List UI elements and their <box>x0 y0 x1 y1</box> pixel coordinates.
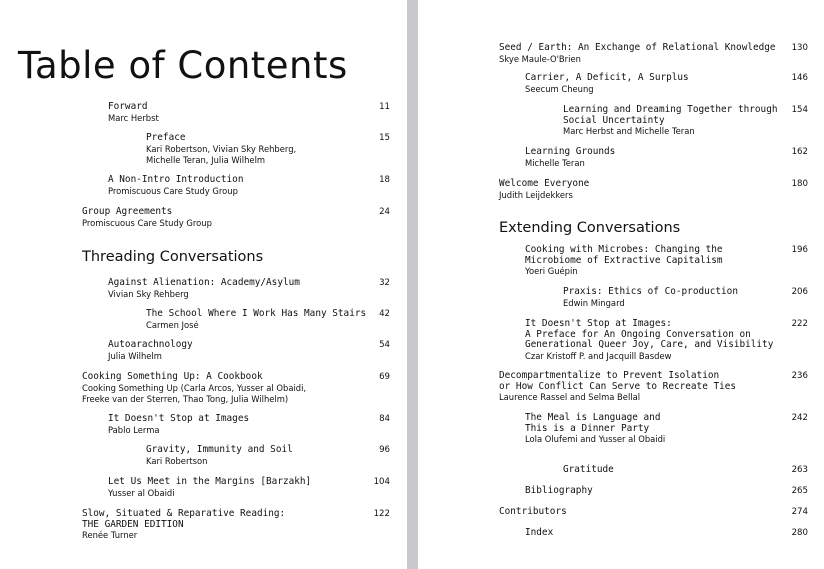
page-number: 196 <box>791 245 808 255</box>
toc-entry <box>499 43 776 65</box>
page-number: 84 <box>379 414 390 424</box>
toc-entry <box>108 175 243 197</box>
page-number: 263 <box>791 465 808 475</box>
page-number: 236 <box>791 371 808 381</box>
entry-authors: Promiscuous Care Study Group <box>108 185 238 196</box>
page-title: Table of Contents <box>18 44 348 87</box>
entry-authors: Julia Wilhelm <box>108 350 162 361</box>
entry-title: Welcome Everyone <box>499 178 590 189</box>
page-number: 54 <box>379 340 390 350</box>
entry-authors: Vivian Sky Rehberg <box>108 288 189 299</box>
toc-entry <box>525 73 689 95</box>
entry-title: Cooking with Microbes: Changing the <box>525 244 723 255</box>
entry-title: Decompartmentalize to Prevent Isolation <box>499 370 720 381</box>
entry-subtitle: Generational Queer Joy, Care, and Visibility <box>525 339 774 350</box>
page-number: 242 <box>791 413 808 423</box>
entry-title: Against Alienation: Academy/Asylum <box>108 277 300 288</box>
page-number: 32 <box>379 278 390 288</box>
entry-title: Forward <box>108 101 148 112</box>
toc-entry <box>108 102 159 124</box>
entry-subtitle: Social Uncertainty <box>563 114 665 126</box>
entry-title: It Doesn't Stop at Images <box>108 413 250 424</box>
entry-subtitle: This is a Dinner Party <box>525 422 650 434</box>
entry-authors: Edwin Mingard <box>563 297 625 308</box>
entry-authors: Lola Olufemi and Yusser al Obaidi <box>525 434 666 444</box>
toc-entry <box>82 372 306 405</box>
entry-authors: Skye Maule-O'Brien <box>499 53 581 64</box>
section-heading-extending: Extending Conversations <box>499 220 681 236</box>
page-number: 104 <box>373 477 390 487</box>
page-number: 146 <box>791 73 808 83</box>
entry-authors: Yoeri Guépin <box>525 266 578 276</box>
entry-subtitle: THE GARDEN EDITION <box>82 518 184 530</box>
toc-entry <box>146 445 293 467</box>
entry-title: It Doesn't Stop at Images: <box>525 318 672 329</box>
toc-entry <box>146 133 296 166</box>
entry-authors: Freeke van der Sterren, Thao Tong, Julia Wilhelm) <box>82 393 289 404</box>
toc-entry <box>499 371 736 403</box>
entry-authors: Promiscuous Care Study Group <box>82 217 212 228</box>
page-number: 162 <box>791 147 808 157</box>
entry-authors: Marc Herbst and Michelle Teran <box>563 126 695 136</box>
page-number: 15 <box>379 133 390 143</box>
page-number: 69 <box>379 372 390 382</box>
entry-subtitle: Microbiome of Extractive Capitalism <box>525 254 723 266</box>
entry-authors: Carmen José <box>146 319 199 330</box>
entry-title: Gravity, Immunity and Soil <box>146 444 293 455</box>
toc-entry <box>499 507 567 518</box>
entry-title: The School Where I Work Has Many Stairs <box>146 308 367 319</box>
page-number: 24 <box>379 207 390 217</box>
page-number: 154 <box>791 105 808 115</box>
entry-title: Seed / Earth: An Exchange of Relational Knowledge <box>499 42 776 53</box>
entry-authors: Judith Leijdekkers <box>499 189 573 200</box>
page-number: 130 <box>791 43 808 53</box>
entry-title: Group Agreements <box>82 206 173 217</box>
toc-entry <box>563 105 777 137</box>
section-heading-threading: Threading Conversations <box>82 249 264 265</box>
entry-authors: Laurence Rassel and Selma Bellal <box>499 392 641 402</box>
page-number: 274 <box>791 507 808 517</box>
entry-title: Cooking Something Up: A Cookbook <box>82 371 263 382</box>
toc-entry <box>563 465 614 476</box>
entry-title: Gratitude <box>563 464 614 475</box>
page-number: 18 <box>379 175 390 185</box>
entry-authors: Czar Kristoff P. and Jacquill Basdew <box>525 350 672 361</box>
entry-title: Learning Grounds <box>525 146 616 157</box>
entry-title: Praxis: Ethics of Co-production <box>563 286 738 297</box>
entry-title: Autoarachnology <box>108 339 193 350</box>
entry-title: The Meal is Language and <box>525 412 661 423</box>
left-page <box>0 0 407 569</box>
entry-authors: Seecum Cheung <box>525 83 594 94</box>
entry-authors: Kari Robertson, Vivian Sky Rehberg, <box>146 143 297 154</box>
entry-title: Carrier, A Deficit, A Surplus <box>525 72 689 83</box>
entry-title: Index <box>525 527 554 538</box>
toc-entry <box>563 287 738 309</box>
page-number: 265 <box>791 486 808 496</box>
entry-authors: Michelle Teran, Julia Wilhelm <box>146 154 266 165</box>
page-number: 42 <box>379 309 390 319</box>
toc-entry <box>525 245 723 277</box>
entry-authors: Renée Turner <box>82 530 138 540</box>
entry-authors: Yusser al Obaidi <box>108 487 175 498</box>
toc-entry <box>146 309 366 331</box>
entry-authors: Cooking Something Up (Carla Arcos, Yusser al Obaidi, <box>82 382 307 393</box>
entry-authors: Pablo Lerma <box>108 424 160 435</box>
entry-subtitle: A Preface for An Ongoing Conversation on <box>525 328 751 340</box>
toc-entry <box>108 278 300 300</box>
page-number: 11 <box>379 102 390 112</box>
entry-title: Let Us Meet in the Margins [Barzakh] <box>108 476 312 487</box>
page-number: 206 <box>791 287 808 297</box>
entry-title: Contributors <box>499 506 567 517</box>
entry-title: A Non-Intro Introduction <box>108 174 244 185</box>
toc-entry <box>525 319 773 362</box>
toc-entry <box>525 413 665 445</box>
entry-title: Learning and Dreaming Together through <box>563 104 778 115</box>
entry-authors: Kari Robertson <box>146 455 208 466</box>
right-page <box>418 0 824 569</box>
page-number: 222 <box>791 319 808 329</box>
toc-entry <box>525 486 593 497</box>
entry-title: Bibliography <box>525 485 593 496</box>
toc-entry <box>108 340 193 362</box>
entry-title: Preface <box>146 132 186 143</box>
entry-authors: Marc Herbst <box>108 112 159 123</box>
page-number: 122 <box>373 509 390 519</box>
toc-entry <box>108 414 249 436</box>
toc-entry <box>82 207 212 229</box>
toc-entry <box>82 509 285 541</box>
toc-entry <box>525 528 553 539</box>
entry-subtitle: or How Conflict Can Serve to Recreate Ties <box>499 380 737 392</box>
page-number: 96 <box>379 445 390 455</box>
entry-authors: Michelle Teran <box>525 157 585 168</box>
page-number: 180 <box>791 179 808 189</box>
toc-entry <box>499 179 589 201</box>
toc-entry <box>525 147 615 169</box>
entry-title: Slow, Situated & Reparative Reading: <box>82 508 286 519</box>
page-number: 280 <box>791 528 808 538</box>
toc-entry <box>108 477 311 499</box>
